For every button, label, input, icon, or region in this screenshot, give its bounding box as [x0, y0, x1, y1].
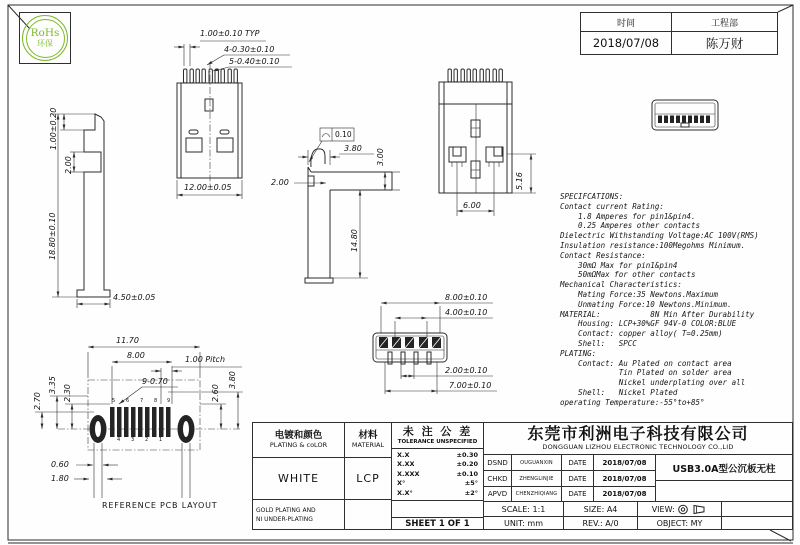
- dim-label: 2.00: [271, 178, 289, 187]
- material-empty-cell: [344, 499, 392, 530]
- approval-role: DSND: [483, 454, 512, 471]
- pad-number: 2: [145, 437, 149, 443]
- rohs-subtext: 环保: [37, 38, 53, 48]
- approval-date-label: DATE: [561, 470, 594, 487]
- tol-val: ±0.10: [456, 469, 478, 478]
- material-header-cn: 材料: [358, 429, 378, 441]
- plating-header-en: PLATING & coLOR: [269, 440, 328, 449]
- spec-line: 0.25 Amperes other contacts: [560, 221, 700, 231]
- spec-line: Mechanical Characteristics:: [560, 280, 682, 290]
- size-cell: [563, 501, 638, 517]
- dim-label: 3.00: [376, 148, 385, 166]
- dim-label: 9-0.70: [142, 377, 168, 386]
- dim-label: 2.00±0.10: [445, 366, 488, 375]
- tolerance-header-en: TOLERANCE UNSPECIFIED: [397, 438, 478, 445]
- pad-number: 8: [154, 398, 158, 404]
- empty-cell: [721, 501, 793, 517]
- size-value: A4: [606, 504, 618, 514]
- material-header-en: MATERIAL: [351, 440, 385, 449]
- spec-line: Dielectric Withstanding Voltage:AC 100V(RMS): [560, 231, 759, 241]
- spec-line: 50mΩMax for other contacts: [560, 270, 696, 280]
- spec-line: Contact: Au Plated on contact area: [560, 358, 732, 368]
- plating-header-cn: 电镀和颜色: [274, 429, 323, 441]
- header-dept-label: 工程部: [671, 12, 778, 32]
- unit-value: mm: [527, 518, 544, 528]
- view-cell: [637, 501, 722, 517]
- material-value: LCP: [344, 457, 392, 500]
- spec-line: SPECIFCATIONS:: [560, 192, 624, 201]
- object-cell: [637, 516, 722, 530]
- approval-name: ZHENGLINJIE: [511, 470, 562, 487]
- header-date-value: 2018/07/08: [580, 31, 672, 55]
- tol-val: ±0.20: [456, 460, 478, 469]
- pcb-layout-caption: REFERENCE PCB LAYOUT: [102, 501, 218, 510]
- tolerance-empty-cell: [391, 500, 484, 518]
- dim-label: 2.30: [63, 384, 72, 402]
- spec-line: Housing: LCP+30%GF 94V-0 COLOR:BLUE: [560, 319, 737, 329]
- rev-cell: [563, 516, 638, 530]
- approval-name: CHENZHIQIANG: [511, 486, 562, 502]
- pad-number: 1: [159, 437, 163, 443]
- scale-cell: [483, 501, 564, 517]
- approval-date: 2018/07/08: [593, 454, 656, 471]
- rohs-logo-icon: [22, 15, 68, 61]
- tol-key: X.X°: [397, 488, 413, 497]
- plating-note-line2: NI UNDER-PLATING: [256, 515, 313, 523]
- dim-label: 4-0.30±0.10: [224, 45, 275, 54]
- approval-date: 2018/07/08: [593, 470, 656, 487]
- approval-date-label: DATE: [561, 454, 594, 471]
- revision-header-table: [580, 12, 778, 55]
- tol-val: ±0.30: [456, 450, 478, 459]
- approval-date: 2018/07/08: [593, 486, 656, 502]
- scale-label: SCALE:: [501, 504, 530, 514]
- spec-line: Tin Plated on solder area: [560, 368, 732, 378]
- dim-label: 2.70: [33, 392, 42, 410]
- company-name-cn: 东莞市利洲电子科技有限公司: [527, 424, 749, 444]
- titleblock-plating-header: [252, 422, 345, 458]
- dim-label: 2.60: [211, 384, 220, 402]
- spec-line: Nickel underplating over all: [560, 378, 746, 388]
- rev-value: A/0: [605, 518, 619, 528]
- rohs-text: RoHs: [30, 27, 60, 40]
- spec-line: Insulation resistance:100Megohms Minimum.: [560, 240, 746, 250]
- object-value: MY: [690, 518, 703, 528]
- titleblock-material-header: [344, 422, 392, 458]
- dim-label: 0.60: [51, 460, 69, 469]
- tol-key: X°: [397, 479, 406, 488]
- rohs-badge: [19, 12, 71, 64]
- spec-line: PLATING:: [560, 348, 597, 358]
- approval-role: APVD: [483, 486, 512, 502]
- pad-number: 9: [167, 398, 171, 404]
- spec-line: Shell: SPCC: [560, 338, 637, 348]
- spec-line: Mating Force:35 Newtons.Maximum: [560, 289, 719, 299]
- spec-line: 1.8 Amperes for pin1&pin4.: [560, 211, 696, 221]
- dim-label: 3.80: [228, 371, 237, 389]
- pad-number: 3: [131, 437, 135, 443]
- dim-label: 4.50±0.05: [113, 293, 156, 302]
- tolerance-table: [391, 448, 484, 501]
- product-title: USB3.0A型公沉板无柱: [655, 454, 793, 481]
- pad-number: 7: [140, 398, 144, 404]
- pad-number: 6: [126, 398, 130, 404]
- dim-label: 14.80: [350, 229, 359, 252]
- plating-value: WHITE: [252, 457, 345, 500]
- tol-key: X.XXX: [397, 469, 420, 478]
- header-engineer-value: 陈万财: [671, 31, 778, 55]
- product-empty-cell: [655, 480, 793, 502]
- tol-key: X.X: [397, 450, 410, 459]
- spec-line: Contact current Rating:: [560, 201, 664, 211]
- header-time-label: 时间: [580, 12, 672, 32]
- company-name-en: DONGGUAN LIZHOU ELECTRONIC TECHNOLOGY CO.,LID: [542, 442, 734, 451]
- tol-val: ±5°: [464, 479, 478, 488]
- approval-name: OUGUANXIN: [511, 454, 562, 471]
- spec-line: operating Temperature:-55°to+85°: [560, 397, 705, 407]
- title-block: [252, 422, 793, 530]
- dim-label: 5.16: [515, 172, 524, 190]
- approval-date-label: DATE: [561, 486, 594, 502]
- company-header: [483, 422, 793, 455]
- specifications-block: [560, 192, 794, 408]
- dim-label: 11.70: [116, 336, 139, 345]
- plating-note: [252, 499, 345, 530]
- dim-label: 4.00±0.10: [445, 308, 488, 317]
- unit-cell: [483, 516, 564, 530]
- unit-label: UNIT:: [503, 518, 525, 528]
- tol-val: ±2°: [464, 488, 478, 497]
- mating-face-view-small: [652, 100, 718, 130]
- titleblock-tolerance-header: [391, 422, 484, 449]
- dim-label: 18.80±0.10: [48, 212, 57, 260]
- rev-label: REV.:: [582, 518, 603, 528]
- dim-label: 5-0.40±0.10: [229, 57, 280, 66]
- dim-label: 6.00: [463, 201, 481, 210]
- dim-label: 3.35: [48, 376, 57, 394]
- left-profile-view: [52, 114, 110, 308]
- tol-key: X.XX: [397, 460, 415, 469]
- dim-label: 1.00±0.20: [49, 107, 58, 150]
- dim-label: 8.00: [127, 351, 145, 360]
- view-label: VIEW:: [651, 504, 675, 514]
- scale-value: 1:1: [532, 504, 546, 514]
- dim-label: 1.00 Pitch: [185, 355, 226, 364]
- object-label: OBJECT:: [656, 518, 689, 528]
- dim-label: 1.00±0.10 TYP: [200, 29, 260, 38]
- spec-line: 30mΩ Max for pin1&pin4: [560, 260, 678, 270]
- dim-label: 2.00: [64, 156, 73, 174]
- tolerance-header-cn: 未 注 公 差: [402, 425, 473, 439]
- flatness-flag-value: 0.10: [335, 130, 352, 139]
- dim-label: 8.00±0.10: [445, 293, 488, 302]
- spec-line: Contact: copper alloy( T=0.25mm): [560, 329, 723, 339]
- plating-note-line1: GOLD PLATING AND: [256, 506, 316, 514]
- pad-number: 5: [112, 398, 116, 404]
- dim-label: 12.00±0.05: [184, 183, 232, 192]
- projection-symbol-icon: [677, 504, 707, 515]
- rohs-logo-inner: [26, 19, 65, 58]
- spec-line: Unmating Force:10 Newtons.Minimum.: [560, 299, 732, 309]
- dim-label: 3.80: [344, 144, 362, 153]
- dim-label: 7.00±0.10: [449, 381, 492, 390]
- sheet-reference: SHEET 1 OF 1: [391, 517, 484, 530]
- dim-label: 1.80: [51, 474, 69, 483]
- empty-cell: [721, 516, 793, 530]
- size-label: SIZE:: [583, 504, 605, 514]
- rear-view: [439, 69, 536, 216]
- pad-number: 4: [117, 437, 121, 443]
- spec-line: MATERIAL: 8N Min After Durability: [560, 309, 755, 319]
- spec-line: Contact Resistance:: [560, 250, 646, 260]
- approval-role: CHKD: [483, 470, 512, 487]
- spec-line: Shell: Nickel Plated: [560, 387, 678, 397]
